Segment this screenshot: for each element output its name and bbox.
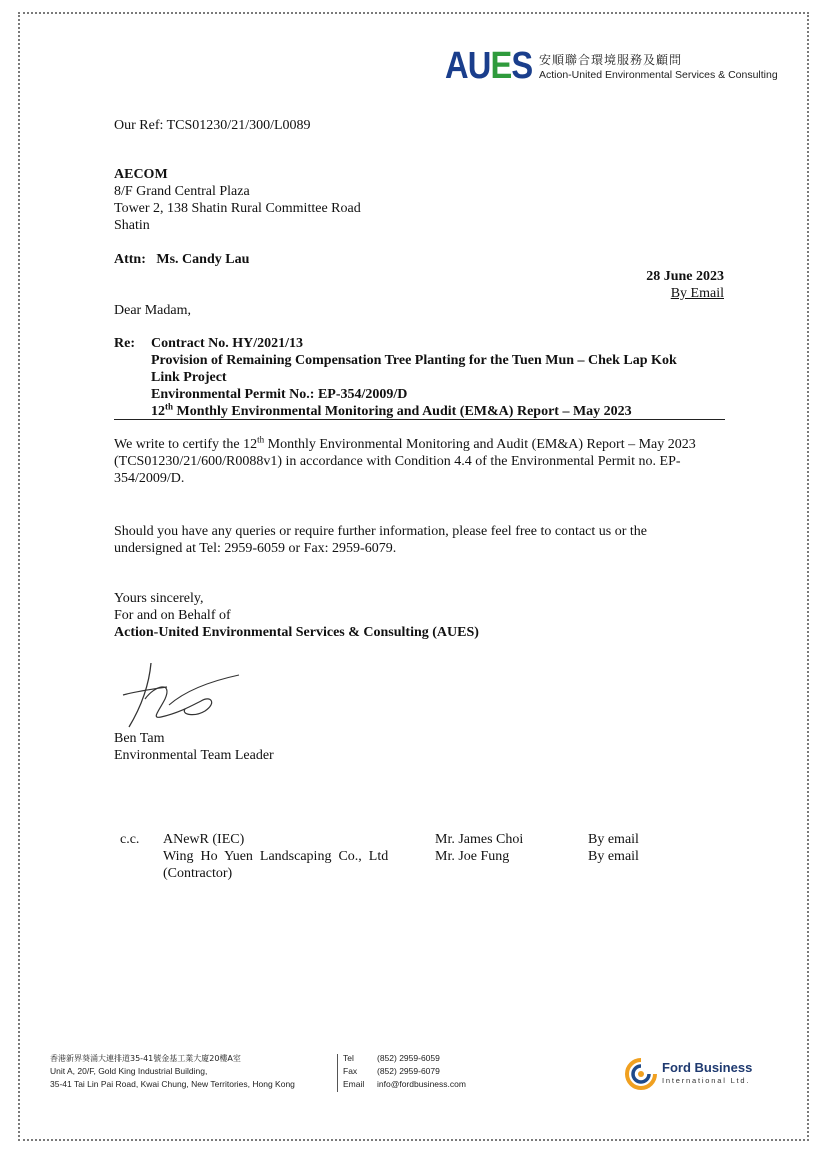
cc-org-note: (Contractor) [163,866,233,881]
para1-part-a: We write to certify the 12 [114,437,258,452]
footer-contact-label: Fax [343,1066,358,1076]
footer-address-cn: 香港新界葵涌大連排道35-41號金基工業大廈20樓A室 [50,1054,241,1063]
subject-line: Link Project [151,370,227,385]
report-title: Monthly Environmental Monitoring and Audit (EM&A) Report – May 2023 [173,404,632,419]
paragraph-line: 354/2009/D. [114,471,185,486]
attn-label: Attn: [114,252,146,267]
signer-title: Environmental Team Leader [114,748,274,763]
recipient-address-line: Shatin [114,218,150,233]
footer-contact-value: (852) 2959-6079 [377,1066,440,1076]
subject-line: Provision of Remaining Compensation Tree Planting for the Tuen Mun – Chek Lap Kok [151,353,677,368]
footer-contact-values [377,1052,466,1091]
ford-business-logo [624,1056,774,1092]
footer-divider [337,1054,338,1092]
re-label: Re: [114,336,135,351]
ford-swirl-icon [624,1057,658,1091]
cc-method: By email [588,849,639,864]
paragraph-line: undersigned at Tel: 2959-6059 or Fax: 2959-6079. [114,541,397,556]
aues-logo [445,45,778,87]
ford-business-name: Ford Business [662,1060,753,1075]
paragraph-line: Should you have any queries or require further information, please feel free to contact us or the [114,524,647,539]
our-ref: Our Ref: TCS01230/21/300/L0089 [114,118,311,133]
subject-report-line [151,403,724,420]
salutation: Dear Madam, [114,303,191,318]
footer-address [50,1052,295,1091]
cc-method: By email [588,832,639,847]
footer-address-en: 35-41 Tai Lin Pai Road, Kwai Chung, New Territories, Hong Kong [50,1079,295,1089]
signature-image [115,655,255,735]
cc-person: Mr. Joe Fung [435,849,510,864]
footer-contact-labels [343,1052,364,1091]
body-paragraph-1 [114,436,725,487]
footer-address-en: Unit A, 20/F, Gold King Industrial Building, [50,1066,208,1076]
recipient-name: AECOM [114,167,168,182]
closing-line: Yours sincerely, [114,591,204,606]
para1-part-b: Monthly Environmental Monitoring and Audit (EM&A) Report – May 2023 [264,437,696,452]
closing-company: Action-United Environmental Services & Consulting (AUES) [114,625,479,640]
subject-divider [114,419,725,420]
subject-line: Contract No. HY/2021/13 [151,336,304,351]
logo-mark-au: AU [445,45,491,87]
footer-contact-label: Email [343,1079,365,1089]
letter-date: 28 June 2023 [646,269,724,284]
recipient-address-line: 8/F Grand Central Plaza [114,184,250,199]
report-number: 12 [151,404,165,419]
logo-mark-s: S [511,45,533,87]
paragraph-line: (TCS01230/21/600/R0088v1) in accordance with Condition 4.4 of the Environmental Permit no. EP- [114,454,681,469]
paragraph-line [114,436,725,453]
report-number-suffix: th [165,401,174,412]
company-name-cn: 安順聯合環境服務及顧問 [539,53,683,67]
cc-org: Wing Ho Yuen Landscaping Co., Ltd [163,849,389,864]
attn-name: Ms. Candy Lau [156,252,250,267]
subject-line: Environmental Permit No.: EP-354/2009/D [151,387,408,402]
footer-contact-label: Tel [343,1053,354,1063]
footer-contact-value: info@fordbusiness.com [377,1079,466,1089]
cc-person: Mr. James Choi [435,832,524,847]
body-paragraph-2 [114,523,725,557]
logo-mark-e: E [490,45,512,87]
cc-org: ANewR (IEC) [163,832,245,847]
company-name-en: Action-United Environmental Services & Consulting [539,69,778,81]
delivery-method: By Email [670,286,724,301]
recipient-address-line: Tower 2, 138 Shatin Rural Committee Road [114,201,361,216]
closing-line: For and on Behalf of [114,608,231,623]
cc-label: c.c. [120,832,140,847]
signer-name: Ben Tam [114,731,165,746]
subject-lines [151,335,724,420]
ford-business-sub: International Ltd. [662,1076,751,1085]
aues-logo-mark [445,47,532,85]
para1-suffix: th [257,434,265,445]
footer-contact-value: (852) 2959-6059 [377,1053,440,1063]
attn-line [114,251,249,268]
